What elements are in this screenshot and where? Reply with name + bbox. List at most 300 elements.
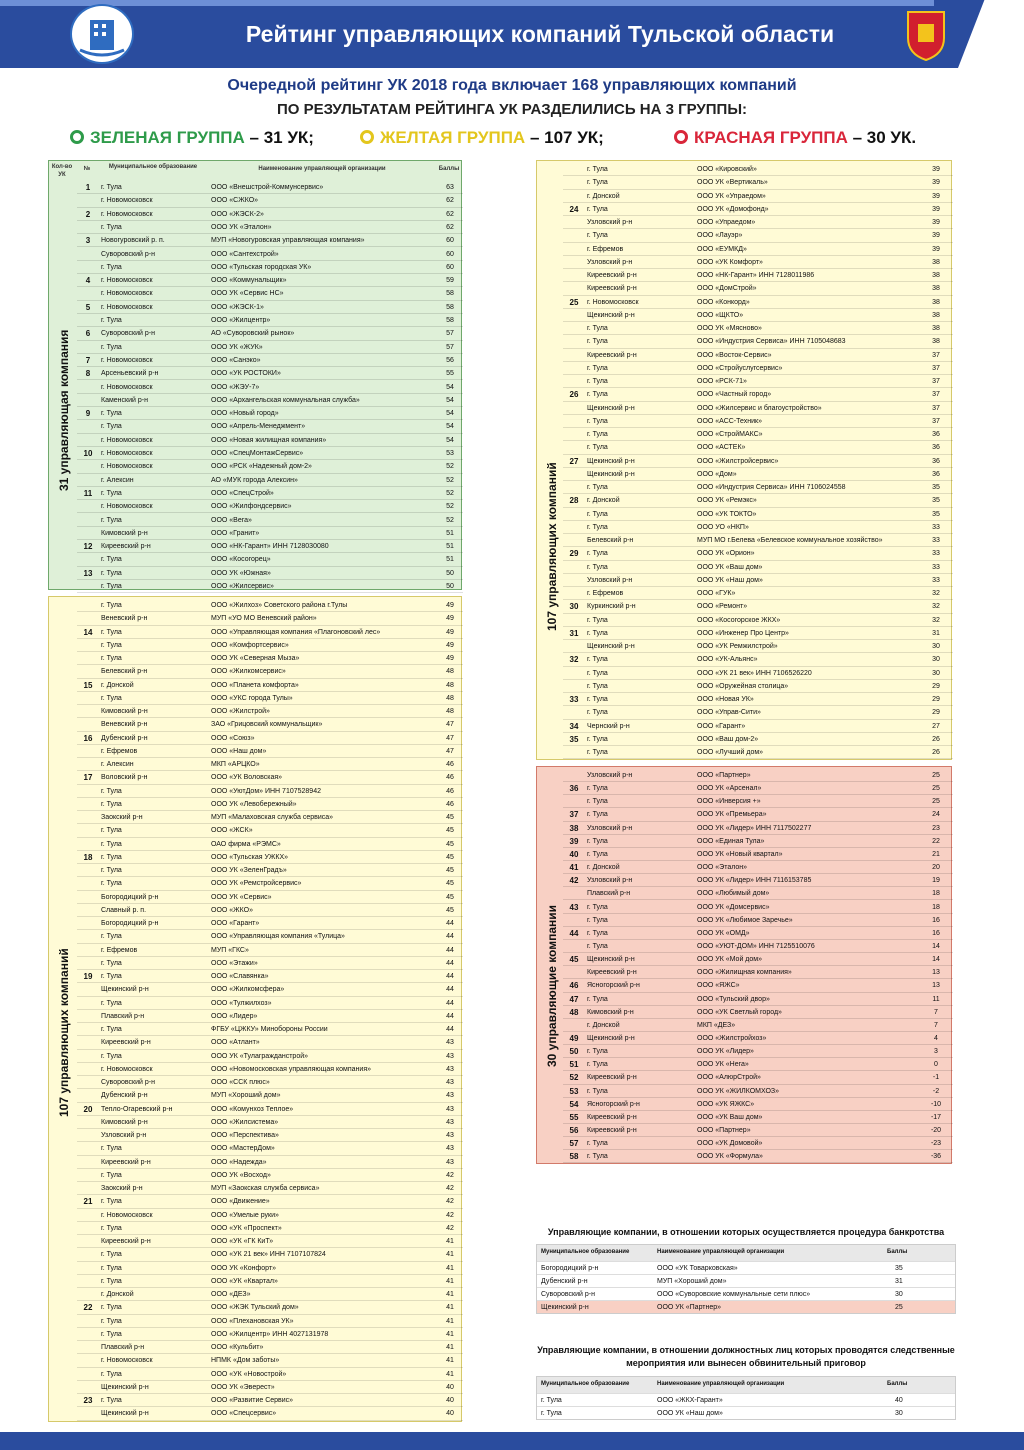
cell-municipality: г. Тула [101,933,122,941]
table-row [77,705,463,718]
cell-municipality: г. Тула [101,317,122,324]
cell-organization: ООО УК «Левобережный» [211,800,297,808]
cell-municipality: г. Тула [587,995,608,1003]
table-row [563,508,953,521]
cell-municipality: Узловский р-н [587,772,633,779]
cell-score: 32 [932,590,940,597]
cell-municipality: г. Ефремов [587,245,624,253]
red-count-label: 30 управляющие компании [545,904,559,1067]
cell-organization: ООО «СпецМонтажСервис» [211,450,304,457]
cell-organization: ООО «Жилсервис» [211,583,274,590]
cell-municipality: г. Тула [101,867,122,874]
cell-municipality: г. Тула [101,569,122,577]
table-row [563,203,953,216]
cell-rank: 25 [569,297,579,307]
table-row [77,1354,463,1367]
cell-organization: ООО УК «Северная Мыза» [211,655,300,662]
cell-organization: ООО «Упраедом» [697,219,756,226]
cell-organization: ООО «МастерДом» [211,1145,275,1153]
cell-rank: 24 [569,204,579,214]
cell-organization: ООО УК «Ваш дом» [697,563,763,571]
cell-organization: ООО УК «Новый квартал» [697,850,783,858]
cell-organization: ООО «ЖЭСК-1» [211,303,264,311]
header-bar [0,0,1024,68]
table-row [77,1050,463,1063]
cell-score: 7 [934,1008,938,1016]
table-row [563,216,953,229]
cell-score: 46 [446,787,454,795]
cell-rank: 48 [569,1007,579,1017]
cell-municipality: г. Тула [101,1304,122,1312]
table-row [563,887,953,900]
cell-organization: ООО «Жилсервис и благоустройство» [697,404,822,412]
cell-organization: ООО «УК Домовой» [697,1140,763,1148]
cell-organization: ООО «Партнер» [697,772,751,779]
cell-municipality: г. Тула [587,378,608,385]
cell-organization: ООО «УК «Новострой» [211,1370,287,1378]
cell-municipality: г. Тула [101,556,122,564]
cell-score: 37 [932,378,940,385]
cell-score: 0 [934,1061,938,1069]
cell-municipality: Киреевский р-н [587,1127,637,1135]
cell-score: 29 [932,709,940,717]
cell-municipality: Плавский р-н [587,890,631,898]
cell-rank: 53 [569,1086,579,1096]
table-row [77,367,463,380]
cell-municipality: г. Тула [101,410,122,418]
red-table [536,766,952,1164]
cell-organization: ООО «Лучший дом» [697,749,764,756]
cell-score: 16 [932,916,940,924]
bankrupt-rows [537,1261,955,1313]
table-row [77,957,463,970]
cell-municipality: Дубенский р-н [101,1092,148,1100]
cell-score: 44 [446,986,454,994]
cell-municipality: г. Тула [101,959,122,967]
table-row [537,1406,955,1419]
cell-rank: 5 [85,302,91,312]
bankrupt-section [536,1226,956,1239]
yellow-group: ЖЕЛТАЯ ГРУППА – 107 УК; [360,128,604,148]
table-row [77,1328,463,1341]
table-row [77,1262,463,1275]
table-row [77,234,463,247]
cell-organization: ООО УО «НКП» [697,523,749,531]
cell-municipality: г. Тула [101,1277,122,1285]
cell-score: 41 [446,1251,454,1259]
cell-municipality: г. Тула [587,550,608,558]
cell-organization: ООО «УК Воловская» [211,774,283,782]
cell-municipality: г. Алексин [101,476,134,484]
cell-municipality: г. Тула [587,1061,608,1069]
cell-rank: 2 [85,209,91,219]
cell-organization: ООО «Ремонт» [697,603,748,611]
cell-score: 33 [932,576,940,584]
cell-score: 49 [446,655,454,662]
cell-score: 41 [446,1344,454,1351]
cell-organization: ООО «Жилхоз» Советского района г.Тулы [211,602,348,609]
cell-organization: ООО «Планета комфорта» [211,681,299,689]
cell-score: 43 [446,1039,454,1047]
table-row [563,1071,953,1084]
table-row [77,930,463,943]
cell-municipality: г. Новомосковск [101,277,153,285]
cell-organization: ООО УК «Лидер» ИНН 7116153785 [697,877,812,885]
cell-organization: ООО «СЖКО» [211,197,259,205]
cell-rank: 56 [569,1126,579,1136]
cell-municipality: г. Ефремов [101,946,138,954]
cell-organization: ООО УК «Наш дом» [697,576,763,584]
criminal-hdr-municipality: Муниципальное образование [541,1381,630,1387]
cell-municipality: г. Тула [587,616,608,624]
cell-organization: ООО УК «Конфорт» [211,1264,276,1272]
table-row [77,718,463,731]
table-row [77,665,463,678]
cell-score: 32 [932,616,940,624]
cell-organization: АО «МУК города Алексин» [211,476,298,484]
cell-organization: ООО «Апрель-Менеджмент» [211,423,306,431]
cell-score: 48 [446,694,454,702]
cell-score: 54 [446,396,454,404]
cell-municipality: Киреевский р-н [587,1074,637,1082]
cell-score: 44 [446,920,454,927]
cell-score: 60 [446,237,454,245]
table-row [77,580,463,593]
table-row [537,1287,955,1300]
cell-municipality: г. Тула [101,827,122,835]
cell-organization: ООО «Внешстрой-Коммунсервис» [211,184,324,191]
cell-municipality: г. Тула [101,655,122,662]
cell-score: 3 [934,1048,938,1056]
table-row [563,587,953,600]
criminal-section [536,1344,956,1370]
table-row [77,194,463,207]
cell-organization: ООО «УК «Квартал» [211,1277,278,1285]
cell-score: 46 [446,800,454,808]
table-row [77,864,463,877]
cell-organization: ООО «Наш дом» [211,747,267,755]
table-row [563,1006,953,1019]
cell-organization: ООО «Тульский двор» [697,995,770,1003]
cell-rank: 6 [85,329,91,339]
cell-score: 59 [446,277,454,285]
cell-score: 39 [932,205,940,213]
cell-municipality: Кимовский р-н [587,1008,634,1016]
cell-municipality: г. Алексин [101,761,134,768]
table-row [563,428,953,441]
cell-score: 18 [932,890,940,898]
cell-score: 41 [446,1357,454,1365]
table-row [77,798,463,811]
cell-municipality: Щекинский р-н [101,1383,149,1391]
cell-organization: ООО «Жилцентр» [211,317,271,324]
cell-score: 50 [446,569,454,577]
cell-score: 45 [446,906,454,914]
cell-municipality: Щекинский р-н [101,986,149,994]
hdr-score: Баллы [438,166,460,172]
cell-score: -36 [930,1153,942,1161]
cell-score: 45 [446,814,454,821]
table-row [77,904,463,917]
cell-organization: ООО «ДЕЗ» [211,1291,251,1298]
cell-score: 39 [932,219,940,226]
cell-score: 39 [932,192,940,200]
cell-organization: ООО «Этажи» [211,959,258,967]
cell-score: 13 [932,969,940,977]
cell-organization: ООО «АСС-Техник» [697,417,762,425]
cell-score: 36 [932,431,940,438]
cell-municipality: г. Тула [587,798,608,806]
cell-score: 41 [446,1291,454,1298]
cell-municipality: Куркинский р-н [587,603,636,611]
cell-organization: ООО «Восток-Сервис» [697,351,772,359]
cell-organization: ООО «Суворовские коммунальные сети плюс» [657,1291,811,1298]
cell-organization: ООО УК «ЖУК» [211,343,263,351]
table-row [77,997,463,1010]
cell-score: 43 [446,1079,454,1086]
cell-organization: МУП МО г.Белева «Белевское коммунальное хозяйство» [697,537,883,544]
cell-score: 48 [446,668,454,676]
hdr-org: Наименование управляющей организации [258,166,386,172]
cell-municipality: Ясногорский р-н [587,982,640,990]
cell-score: 38 [932,298,940,306]
cell-municipality: г. Тула [587,166,608,173]
cell-municipality: Узловский р-н [587,576,633,584]
cell-score: 27 [932,722,940,730]
table-row [77,460,463,473]
cell-municipality: г. Тула [587,338,608,346]
cell-municipality: г. Ефремов [587,590,624,597]
cell-municipality: Веневский р-н [101,721,148,729]
cell-organization: ООО «АлюрСтрой» [697,1074,761,1082]
cell-score: 36 [932,444,940,452]
cell-municipality: Ясногорский р-н [587,1100,640,1108]
cell-score: 42 [446,1224,454,1232]
cell-organization: ООО «Индустрия Сервиса» ИНН 7106024558 [697,484,846,491]
table-row [77,877,463,890]
cell-municipality: Славный р. п. [101,906,147,914]
cell-rank: 38 [569,823,579,833]
cell-score: 63 [446,184,454,191]
cell-organization: ФГБУ «ЦЖКУ» Минобороны России [211,1026,328,1033]
cell-score: 45 [446,867,454,874]
cell-organization: ООО УК «ЗеленГрадъ» [211,867,287,874]
green-bullet-icon [70,130,84,144]
cell-municipality: г. Тула [541,1397,562,1404]
cell-rank: 15 [83,680,93,690]
cell-score: 45 [446,853,454,861]
cell-organization: ООО «УК Товарковская» [657,1265,738,1272]
cell-score: 62 [446,197,454,205]
cell-organization: ООО «Жилстройхоз» [697,1035,767,1042]
cell-rank: 34 [569,721,579,731]
cell-organization: ООО «Славянка» [211,973,269,980]
cell-score: 30 [932,643,940,650]
green-count-label: 31 управляющая компания [57,329,71,491]
cell-municipality: г. Тула [101,628,122,636]
cell-municipality: Новогуровский р. п. [101,237,165,245]
cell-municipality: Кимовский р-н [101,1118,148,1126]
cell-municipality: г. Тула [101,489,122,497]
cell-organization: ООО УК «Наш дом» [657,1410,723,1417]
cell-rank: 58 [569,1152,579,1162]
cell-organization: ООО «Гранит» [211,529,260,537]
cell-municipality: г. Тула [101,1330,122,1338]
cell-organization: ООО «Управляющая компания «Плагоновский лес» [211,628,381,636]
cell-score: 41 [446,1304,454,1312]
cell-municipality: Щекинский р-н [587,956,635,964]
cell-score: 54 [446,436,454,444]
table-row [563,822,953,835]
criminal-title: Управляющие компании, в отношении должностных лиц которых проводятся следственные мероприятия или вынесен обвинительный приговор [537,1345,955,1368]
cell-organization: ООО «Косогорское ЖКХ» [697,616,781,624]
cell-organization: ООО «Косогорец» [211,556,271,564]
cell-score: 30 [895,1291,903,1298]
table-row [563,256,953,269]
cell-score: 7 [934,1021,938,1029]
table-row [77,1156,463,1169]
cell-municipality: г. Тула [101,999,122,1007]
cell-score: 44 [446,1026,454,1033]
table-row [563,574,953,587]
cell-municipality: г. Тула [587,629,608,637]
cell-municipality: г. Тула [101,1171,122,1179]
cell-municipality: г. Тула [101,1370,122,1378]
cell-score: 22 [932,837,940,845]
cell-score: 14 [932,942,940,950]
cell-organization: ООО «УК-Альянс» [697,656,758,664]
cell-organization: ООО «УК РОСТОКИ» [211,370,281,378]
cell-rank: 33 [569,695,579,704]
cell-municipality: г. Тула [101,1052,122,1060]
table-row [77,248,463,261]
cell-organization: ООО «Тулжилхоз» [211,999,272,1007]
cell-organization: ООО «ЖЭСК-2» [211,210,264,218]
table-row [77,652,463,665]
cell-organization: МУП «Хороший дом» [657,1278,727,1285]
cell-rank: 31 [569,628,579,638]
table-row [563,468,953,481]
cell-organization: МУП «Новогуровская управляющая компания» [211,237,365,245]
cell-organization: ООО УК «Орион» [697,550,755,558]
cell-organization: ООО «Управляющая компания «Тулица» [211,933,345,941]
table-row [77,626,463,639]
table-row [77,474,463,487]
cell-municipality: г. Тула [101,516,122,524]
cell-score: 39 [932,166,940,173]
table-row [77,1103,463,1116]
cell-municipality: г. Новомосковск [101,210,153,218]
cell-municipality: г. Тула [101,263,122,271]
table-row [77,381,463,394]
cell-organization: ООО «НК-Гарант» ИНН 7128030080 [211,543,329,551]
table-row [77,944,463,957]
cell-rank: 57 [569,1139,579,1149]
cell-score: 37 [932,364,940,372]
cell-organization: ООО УК «Премьера» [697,811,767,819]
cell-municipality: г. Новомосковск [101,1357,153,1365]
criminal-rows [537,1393,955,1419]
cell-organization: ООО «РСК «Надежный дом-2» [211,463,312,471]
cell-score: 14 [932,956,940,964]
cell-score: 43 [446,1105,454,1113]
cell-municipality: г. Тула [587,510,608,518]
table-row [77,540,463,553]
cell-score: 43 [446,1145,454,1153]
cell-organization: ООО «Любимый дом» [697,890,770,898]
cell-score: -2 [932,1087,940,1095]
cell-score: 46 [446,761,454,768]
cell-organization: ООО «Новый город» [211,410,279,418]
cell-municipality: г. Тула [587,1153,608,1161]
cell-municipality: г. Тула [101,1026,122,1033]
cell-municipality: Воловский р-н [101,774,148,782]
cell-score: 49 [446,602,454,609]
table-row [563,1045,953,1058]
cell-municipality: Щекинский р-н [587,643,635,650]
cell-municipality: г. Тула [101,1264,122,1272]
table-row [563,1150,953,1163]
cell-municipality: г. Тула [587,656,608,664]
criminal-header [537,1377,955,1393]
table-row [77,1275,463,1288]
cell-organization: ООО УК «Домсервис» [697,903,770,911]
cell-municipality: г. Новомосковск [101,503,153,511]
cell-score: 30 [932,669,940,677]
cell-organization: ООО «ССК плюс» [211,1079,270,1086]
table-row [563,927,953,940]
table-row [77,447,463,460]
table-row [77,1076,463,1089]
yellow-table-left [48,596,462,1422]
cell-score: 16 [932,929,940,937]
cell-rank: 10 [83,449,93,458]
table-row [77,732,463,745]
cell-score: 25 [895,1304,903,1311]
cell-score: 40 [895,1397,903,1404]
table-row [563,309,953,322]
yellow-table-right [536,160,952,760]
cell-score: 58 [446,303,454,311]
cell-score: 38 [932,285,940,293]
table-row [563,402,953,415]
table-row [77,181,463,194]
cell-organization: ООО «Инженер Про Центр» [697,629,789,637]
table-row [563,282,953,295]
cell-organization: ООО «УК ТОКТО» [697,510,757,518]
cell-organization: ООО «НК-Гарант» ИНН 7128011986 [697,272,815,279]
cell-score: 25 [932,772,940,779]
cell-score: 39 [932,232,940,240]
table-row [563,1019,953,1032]
cell-organization: ООО УК «Эверест» [211,1383,275,1391]
cell-municipality: Киреевский р-н [587,351,637,359]
cell-score: 54 [446,410,454,418]
cell-score: -17 [930,1113,942,1121]
cell-municipality: г. Тула [587,391,608,399]
cell-score: 39 [932,245,940,253]
cell-score: 42 [446,1198,454,1206]
cell-rank: 50 [569,1047,579,1057]
table-row [77,208,463,221]
table-row [77,1063,463,1076]
table-row [563,1058,953,1071]
cell-score: 52 [446,463,454,471]
cell-municipality: г. Тула [101,1251,122,1259]
cell-municipality: г. Тула [101,223,122,231]
cell-score: 57 [446,343,454,351]
cell-municipality: г. Тула [101,853,122,861]
